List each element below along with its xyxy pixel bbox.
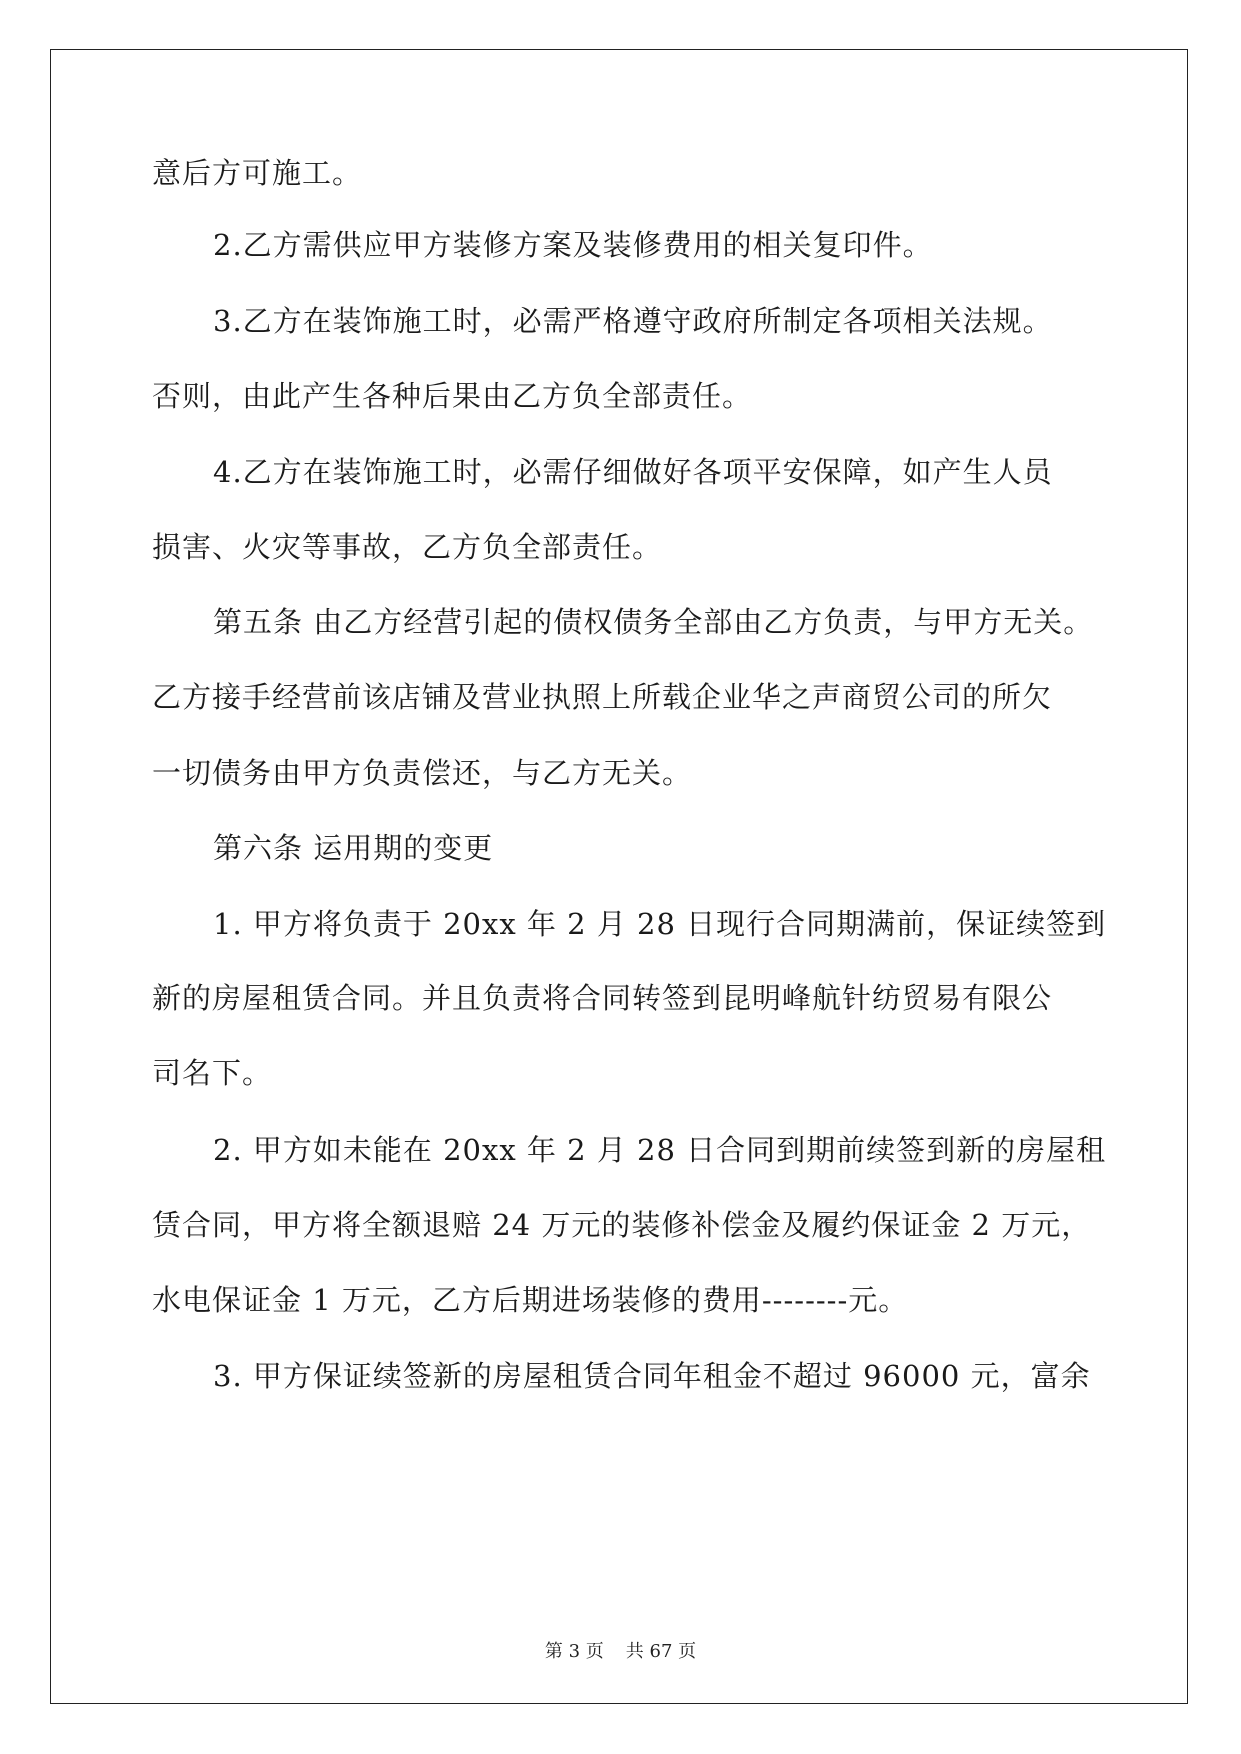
text-line: 水电保证金 1 万元，乙方后期进场装修的费用--------元。	[152, 1283, 909, 1317]
text-line: 新的房屋租赁合同。并且负责将合同转签到昆明峰航针纺贸易有限公	[152, 981, 1053, 1015]
text-line: 3. 甲方保证续签新的房屋租赁合同年租金不超过 96000 元，富余	[213, 1359, 1091, 1393]
page-number: 第 3 页	[544, 1641, 604, 1662]
section-heading: 第六条 运用期的变更	[213, 831, 494, 865]
text-line: 损害、火灾等事故，乙方负全部责任。	[152, 530, 663, 564]
text-line: 2.乙方需供应甲方装修方案及装修费用的相关复印件。	[213, 228, 933, 262]
text-line: 3.乙方在装饰施工时，必需严格遵守政府所制定各项相关法规。	[213, 304, 1053, 338]
text-line: 一切债务由甲方负责偿还，与乙方无关。	[152, 756, 693, 790]
text-line: 1. 甲方将负责于 20xx 年 2 月 28 日现行合同期满前，保证续签到	[213, 907, 1107, 941]
page-border	[50, 49, 1188, 1704]
text-line: 乙方接手经营前该店铺及营业执照上所载企业华之声商贸公司的所欠	[152, 680, 1053, 714]
text-line: 意后方可施工。	[152, 156, 363, 190]
text-line: 否则，由此产生各种后果由乙方负全部责任。	[152, 379, 753, 413]
text-line: 2. 甲方如未能在 20xx 年 2 月 28 日合同到期前续签到新的房屋租	[213, 1133, 1107, 1167]
text-line: 4.乙方在装饰施工时，必需仔细做好各项平安保障，如产生人员	[213, 455, 1053, 489]
text-line: 赁合同，甲方将全额退赔 24 万元的装修补偿金及履约保证金 2 万元，	[152, 1208, 1092, 1242]
text-line: 司名下。	[152, 1056, 273, 1090]
text-line: 第五条 由乙方经营引起的债权债务全部由乙方负责，与甲方无关。	[213, 605, 1094, 639]
page-total: 共 67 页	[625, 1641, 697, 1662]
page-footer	[0, 1640, 1241, 1664]
